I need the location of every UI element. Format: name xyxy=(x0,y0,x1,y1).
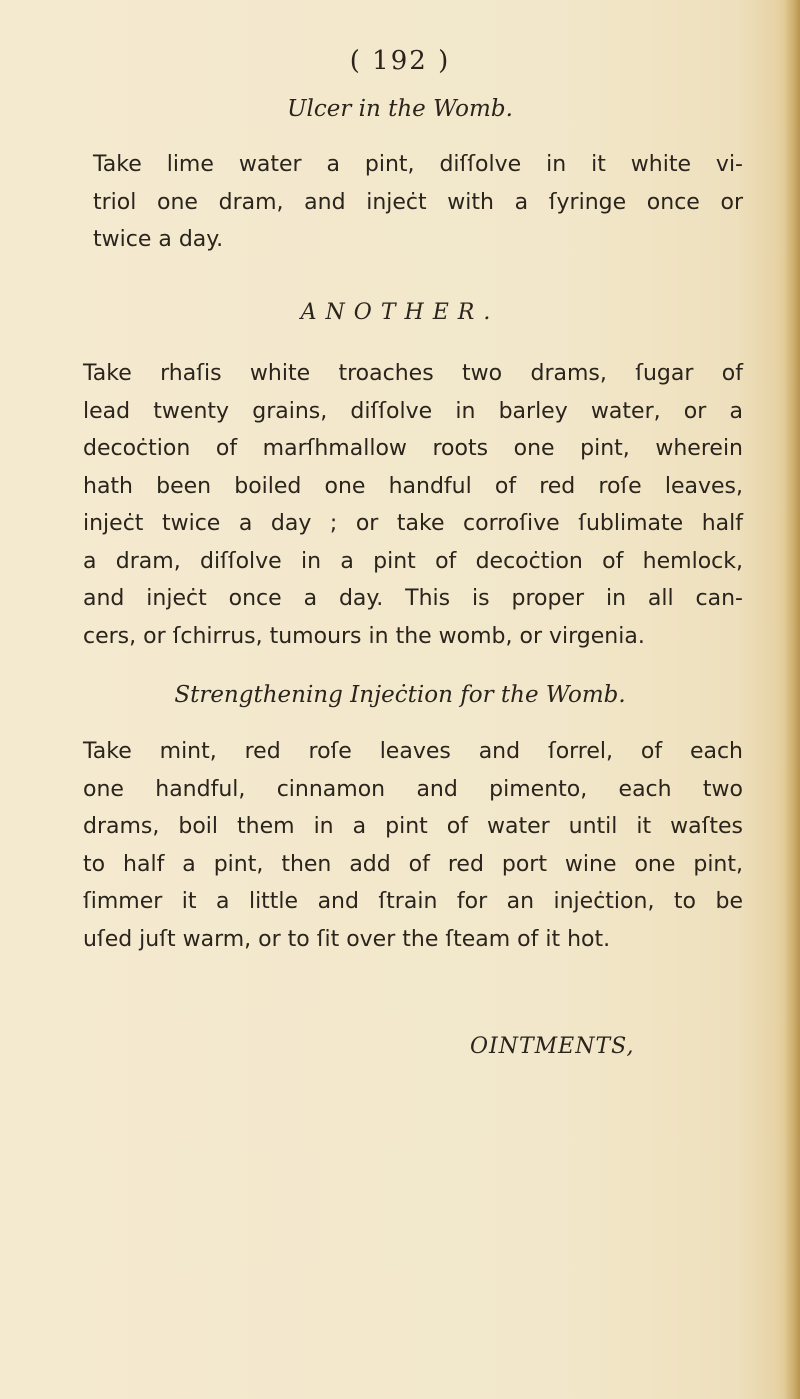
text-line: triol one dram, and injeċt with a ſyringe once or xyxy=(93,189,743,215)
text-line: ſimmer it a little and ſtrain for an injeċtion, to be xyxy=(83,889,743,914)
text-line: Take lime water a pint, diſſolve in it white vi- xyxy=(93,152,743,177)
text-line: Take mint, red roſe leaves and ſorrel, of each xyxy=(83,739,743,764)
text-line: one handful, cinnamon and pimento, each two xyxy=(83,776,743,802)
text-line: uſed juſt warm, or to ſit over the ſteam of it hot. xyxy=(83,926,611,952)
section-heading-strengthening: Strengthening Injeċtion for the Womb. xyxy=(174,682,626,708)
page-number: ( 192 ) xyxy=(349,46,451,76)
text-line: twice a day. xyxy=(93,227,224,252)
section-heading-ulcer: Ulcer in the Womb. xyxy=(287,96,513,122)
text-line: decoċtion of marſhmallow roots one pint, wherein xyxy=(83,436,743,461)
paragraph-strengthening xyxy=(83,733,743,958)
text-line: lead twenty grains, diſſolve in barley water, or a xyxy=(83,398,743,424)
paragraph-another xyxy=(83,355,743,655)
text-line: a dram, diſſolve in a pint of decoċtion of hemlock, xyxy=(83,548,743,574)
section-heading-another: ANOTHER. xyxy=(300,300,500,325)
text-line: hath been boiled one handful of red roſe leaves, xyxy=(83,473,743,499)
text-line: drams, boil them in a pint of water until it waſtes xyxy=(83,814,743,839)
catchword: OINTMENTS, xyxy=(470,1034,635,1059)
text-line: Take rhaſis white troaches two drams, ſugar of xyxy=(83,361,743,386)
text-line: to half a pint, then add of red port wine one pint, xyxy=(83,851,743,877)
paragraph-ulcer xyxy=(83,146,743,259)
text-line: and injeċt once a day. This is proper in all can- xyxy=(83,586,743,611)
text-line: cers, or ſchirrus, tumours in the womb, or virgenia. xyxy=(83,623,645,649)
text-line: injeċt twice a day ; or take corroſive ſublimate half xyxy=(83,511,743,536)
